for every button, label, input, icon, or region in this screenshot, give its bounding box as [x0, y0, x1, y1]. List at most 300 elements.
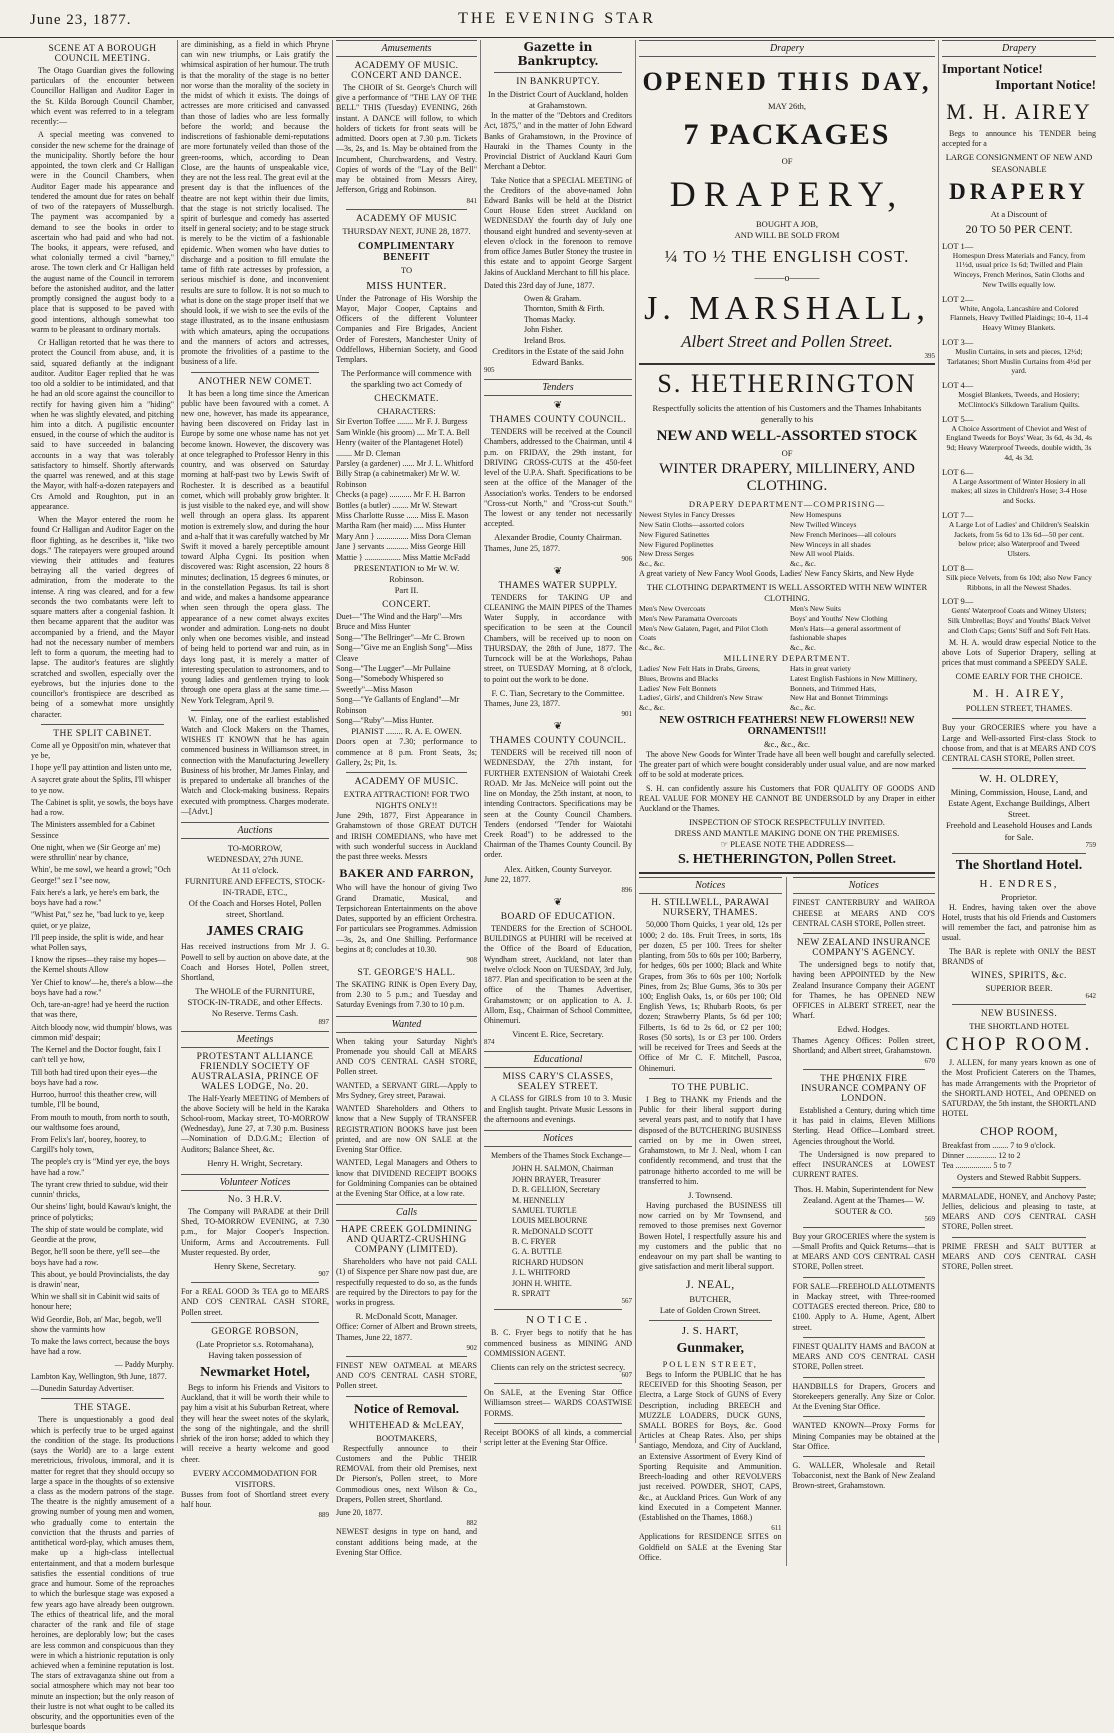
divider: [649, 1320, 772, 1321]
list-item: JOHN BRAYER, Treasurer: [512, 1174, 601, 1184]
lot-label: LOT 9—: [942, 596, 974, 607]
poem-line: A saycret grate about the Splits, I'll whisper to ye now.: [31, 775, 171, 795]
divider: [191, 1322, 319, 1323]
article-paragraph: The Otago Guardian gives the following particulars of the encounter between Councillor Halligan and Auditor Eager in the St. Kilda Borough Council Chamber, which event was referred to in a telegram recently:—: [31, 66, 174, 127]
poem-line: Till both had tired upon their eyes—the boys have had a row.: [31, 1067, 158, 1087]
auction-date: TO-MORROW,: [227, 843, 283, 854]
ad-number: 611: [771, 1524, 782, 1533]
ad-text: Under the Patronage of His Worship the Mayor, Major Cooper, Captains and Officers of the different Volunteer Companies and Fire Brigades, Ancient Order of Foresters, Manchester Unity of Oddfellows, Hibernian Society, and Good Templars.: [336, 293, 477, 365]
auction-date: WEDNESDAY, 27th JUNE.: [206, 854, 304, 865]
list-item: Boys' and Youths' New Clothing: [790, 613, 888, 623]
ad-text: Respectfully solicits the attention of his Customers and the Thames Inhabitants generally to his: [652, 403, 922, 425]
ad-signature: Henry Skene, Secretary.: [213, 1261, 297, 1272]
ad-title: NOTICE.: [525, 1314, 591, 1327]
ad-text: OF: [781, 448, 793, 459]
ad-title: IN BANKRUPTCY.: [516, 77, 600, 87]
crest-icon: ❦: [553, 897, 563, 908]
list-item: New French Merinoes—all colours: [790, 529, 897, 539]
list-item: JOHN H. WHITE.: [512, 1278, 572, 1288]
dept-title: THE CLOTHING DEPARTMENT IS WELL ASSORTED WITH NEW WINTER CLOTHING.: [646, 582, 928, 604]
masthead: [0, 0, 1114, 38]
benefit-name: MISS HUNTER.: [366, 279, 447, 292]
list-item: Song—"The Lugger"—Mr Pullaine: [336, 664, 451, 674]
lot-text: A Choice Assortment of Cheviot and West of England Tweeds for Boys' Wear, 3s 6d, 4s 3d, 4s 9d; Heavy Waterproof Tweeds, double width, 3s 4d, 4s 3d.: [946, 423, 1092, 462]
characters-label: CHARACTERS:: [377, 406, 436, 417]
lot-label: LOT 6—: [942, 466, 974, 477]
ad-signature: Henry H. Wright, Secretary.: [207, 1157, 303, 1168]
ad-title: ACADEMY OF MUSIC: [355, 213, 458, 224]
ad-text: FINEST CANTERBURY and WAIROA CHEESE at MEARS AND CO'S CENTRAL CASH STORE, Pollen street.: [792, 898, 935, 928]
ad-text: Office: Corner of Albert and Brown streets, Thames, June 22, 1877.: [336, 1322, 477, 1342]
list-item: Latest English Fashions in New Millinery, Bonnets, and Trimmed Hats,: [790, 673, 918, 693]
divider: [803, 1069, 926, 1070]
list-item: Ladies' New Felt Bonnets: [639, 683, 717, 693]
ad-text: Begs to announce his TENDER being accepted for a: [942, 129, 1096, 149]
ad-number: 567: [621, 1297, 632, 1306]
ad-title: ACADEMY OF MUSIC.: [354, 777, 459, 788]
list-item: Sir Everton Toffee ........ Mr F. J. Burgess: [336, 417, 468, 427]
list-item: Parsley (a gardener) ...... Mr J. L. Whitford: [336, 459, 474, 469]
poem-line: Aitch bloody now, wid thumpin' blows, was cimmon mid' despair;: [31, 1022, 172, 1042]
lot-label: LOT 3—: [942, 336, 974, 347]
column-6: [939, 40, 1099, 1443]
ad-text: Doors open at 7.30; performance to commence at 8 p.m. Front Seats, 3s; Gallery, 2s; Pit, 1s.: [336, 737, 477, 767]
ad-text: Applications for RESIDENCE SITES on Goldfield on SALE at the Evening Star Office.: [639, 1532, 782, 1562]
ad-signature: Edwd. Hodges.: [837, 1024, 890, 1035]
concert-list: [336, 612, 477, 726]
divider: [41, 1398, 164, 1399]
list-item: New Satin Cloths—assorted colors: [639, 520, 745, 530]
article-title: SCENE AT A BOROUGH COUNCIL MEETING.: [48, 44, 157, 64]
poem-line: From Felix's lan', boorey, hoorey, to Cargill's holy town,: [31, 1134, 147, 1155]
ad-trade: BUTCHER,: [689, 1293, 732, 1304]
divider: [346, 209, 467, 210]
divider: [346, 1356, 467, 1357]
section-header-notices: Notices: [793, 877, 936, 894]
firm-trade: BOOTMAKERS,: [376, 1432, 437, 1443]
meal-times: [942, 1141, 1096, 1172]
poem-line: The people's cry is "Mind yer eye, the boys have had a row.": [31, 1157, 170, 1177]
ad-text: On SALE, at the Evening Star Office Williamson street— WARDS COASTWISE FORMS.: [484, 1388, 632, 1418]
section-header-gazette: Gazette in Bankruptcy.: [517, 40, 599, 68]
section-header-notices: Notices: [639, 877, 782, 894]
poem-line: Wid Geordie, Bob, an' Mac, begob, we'll show the varmints how: [31, 1314, 162, 1334]
pointing-hand-icon: ☞: [720, 839, 731, 850]
ad-text: J. ALLEN, for many years known as one of the Most Proficient Caterers on the Thames, has made Arrangements with the Proprietor of the SHORTLAND HOTEL, And OPENED on SATURDAY, the 5th instant, the SHORTLAND HOTEL: [942, 1058, 1096, 1119]
poem-line: From mouth to mouth, from north to south, our walthsome foes around,: [31, 1112, 170, 1132]
ad-number: 908: [466, 956, 477, 965]
divider: [41, 724, 164, 725]
heth-new-stock: NEW AND WELL-ASSORTED STOCK: [656, 428, 918, 445]
ad-signature: Vincent E. Rice, Secretary.: [512, 1029, 604, 1040]
poem-line: The Kernel and the Doctor fought, faix I can't tell ye how,: [31, 1045, 161, 1065]
headline-drapery: DRAPERY,: [669, 174, 905, 215]
crest-icon: ❦: [553, 400, 563, 412]
divider: [494, 72, 622, 73]
ad-text: Take Notice that a SPECIAL MEETING of the Creditors of the above-named John Edward Banks will be held at the District Court House Eden street Auckland on WEDNESDAY the fourth day of July one thousand eight hundred and seventy-seven at eleven o'clock in the forenoon to remove from office James Butler Stoney the trustee in this estate and to appoint George Sargent Jakins of Auckland Merchant to fill his place.: [484, 175, 632, 277]
list-item: New Figured Satinettes: [639, 529, 710, 539]
ad-text: H. Endres, having taken over the above Hotel, trusts that his old Friends and Customers will remember the fact, and patronise him as usual.: [942, 902, 1096, 943]
headline-opened: OPENED THIS DAY,: [642, 67, 932, 96]
section-header-drapery: Drapery: [639, 40, 935, 57]
ad-text: Established a Century, during which time it has paid in claims, Eleven Millions Sterling. Head Office—Lombard street. Agencies throughout the World.: [792, 1105, 935, 1146]
ad-text: WANTED, a SERVANT GIRL—Apply to Mrs Sydney, Grey street, Parawai.: [336, 1080, 477, 1100]
ad-number: 901: [621, 710, 632, 719]
lot-label: LOT 8—: [942, 562, 974, 573]
auction-goods: FURNITURE AND EFFECTS, STOCK-IN-TRADE, ETC.,: [184, 876, 326, 898]
feathers-line: NEW OSTRICH FEATHERS! NEW FLOWERS!! NEW ORNAMENTS!!!: [659, 714, 915, 737]
creditor-list: [484, 294, 632, 346]
ad-text: DRESS AND MANTLE MAKING DONE ON THE PREMISES.: [674, 828, 900, 839]
poem-line: "Whist Pat," sez he, "bad luck to ye, keep quiet, or ye plaize,: [31, 910, 165, 930]
concert-title: CONCERT.: [382, 600, 431, 611]
ad-number: 607: [621, 1371, 632, 1380]
ad-date: June 22, 1877.: [484, 874, 531, 884]
list-item: &c., &c.: [790, 559, 816, 569]
ad-signature: M. H. AIREY,: [972, 686, 1066, 701]
list-item: Song—"The Bellringer"—Mr C. Brown: [336, 632, 465, 642]
poem-line: Our sheins' light, bould Kawau's knight, the prince of polyticks;: [31, 1202, 172, 1222]
volunteer-title: No. 3 H.R.V.: [227, 1194, 283, 1205]
headline-hetherington: S. HETHERINGTON: [657, 369, 917, 399]
list-item: New Twilled Winceys: [790, 520, 857, 530]
divider: [346, 772, 467, 773]
column-4: [481, 40, 636, 1448]
list-item: Billy Strap (a cabinetmaker) Mr W. W. Robinson: [336, 469, 460, 489]
list-item: Men's Hats—a general assortment of fashionable shapes: [790, 623, 901, 643]
list-item: Ireland Bros.: [524, 335, 566, 345]
ad-text: Has received instructions from Mr J. G. Powell to sell by auction on above date, at the Coach and Horses Hotel, Pollen street, Shortland,: [181, 942, 329, 983]
list-item: New All wool Plaids.: [790, 549, 855, 559]
section-header-tenders: Tenders: [484, 379, 632, 396]
list-item: RICHARD HUDSON: [512, 1257, 584, 1267]
ad-text: WANTED, Legal Managers and Others to know that DIVIDEND RECEIPT BOOKS for Goldmining Companies can be obtained at the Evening Star Office, at a low rate.: [336, 1158, 477, 1198]
list-item: &c., &c.: [790, 703, 816, 712]
divider: [191, 372, 319, 373]
poem-line: I hope ye'll pay attintion and listen unto me,: [31, 763, 172, 773]
ad-number: 759: [1085, 840, 1096, 849]
ad-number: 902: [466, 1343, 477, 1352]
ad-date: Dated this 23rd day of June, 1877.: [484, 280, 595, 290]
ad-title: THAMES WATER SUPPLY.: [498, 580, 618, 591]
lot-text: A Large Lot of Ladies' and Children's Sealskin Jackets, from 5s 6d to 13s 6d—50 per cent. below price; also Waterproof and Tweed Ulsters.: [948, 519, 1090, 559]
ad-number: 670: [924, 1056, 935, 1065]
ad-subtitle: (Late Proprietor s.s. Rotomahana),: [196, 1338, 314, 1349]
ad-number: 907: [318, 1270, 329, 1279]
ad-number: 882: [466, 1519, 477, 1528]
list-item: &c., &c.: [639, 643, 665, 653]
ad-text: COME EARLY FOR THE CHOICE.: [955, 671, 1083, 682]
poem-line: Faix here's a lark, ye here's em bark, the boys have had a row.": [31, 887, 160, 908]
important-notice: Important Notice!: [942, 61, 1043, 76]
auction-time: At 11 o'clock.: [231, 865, 279, 876]
list-item: Ladies' New Felt Hats in Drabs, Greens,: [639, 664, 760, 673]
ad-text: Mining, Commission, House, Land, and Estate Agent, Exchange Buildings, Albert Street.: [948, 787, 1090, 820]
ad-text: G. WALLER, Wholesale and Retail Tobacconist, next the Bank of New Zealand Brown-street, Grahamstown.: [792, 1460, 935, 1491]
ad-text: Begs to inform his Friends and Visitors to Auckland, that it will be worth their while to pay him a visit at his Suburban Retreat, where they will hear the sweet notes of the skylark, the song of the nightingale, and the shrill shriek of the iron horse; added to which they will receive a hearty welcome and good cheer.: [181, 1382, 329, 1464]
benefit-title: COMPLIMENTARY BENEFIT: [358, 240, 455, 263]
poem-line: Hurroo, hurroo! this theather crew, will tumble, I'll be bound,: [31, 1090, 157, 1110]
ad-text: The Undersigned is now prepared to effect INSURANCES at LOWEST CURRENT RATES.: [792, 1149, 935, 1180]
ad-text: Proprietor.: [1000, 891, 1038, 902]
ad-number: 906: [621, 554, 632, 563]
ad-text: TENDERS will be received at the Council Chambers, addressed to the Chairman, until 4 p.m. on FRIDAY, the 29th instant, for DRIVING CROSS-CUTS at the 450-feet level of the U.P.A. Shaft. Specifications to be seen at the office of the Manager of the Association's works. Tenders to be endorsed "Cross-cut North," and "Cross-cut South." The lowest or any tender not necessarily accepted.: [484, 427, 632, 529]
ad-number: 642: [1085, 992, 1096, 1001]
ad-signature: Alex. Aitken, County Surveyor.: [504, 863, 612, 874]
hotel-title: The Shortland Hotel.: [955, 857, 1083, 873]
divider: [494, 1383, 622, 1384]
airey-name: M. H. AIREY: [946, 99, 1092, 124]
section-header-wanted: Wanted: [336, 1016, 477, 1033]
divider: [952, 768, 1086, 769]
ad-text: The BAR is replete with ONLY the BEST BRANDS of: [942, 946, 1096, 966]
list-item: &c., &c.: [639, 703, 665, 712]
lot-label: LOT 5—: [942, 413, 974, 424]
ad-signature: R. McDonald Scott, Manager.: [355, 1311, 458, 1322]
ad-text: PIANIST ........ R. A. E. OWEN.: [351, 726, 462, 737]
article-paragraph: There is unquestionably a good deal which is perfectly true to be urged against the condition of the stage. Its productions (says the World) are to a large extent meretricious, frivolous, immoral, and it is matter for regret that they should occupy so large a space in the thoughts of so extensive a class as the modern patrons of the stage. The theatre is the nightly amusement of a growing number of young men and women, who gradually come to entertain the conviction that the thrusts and parries of antithetical word-play, which amuses them, make up a high-class intellectual entertainment, and that a modern burlesque satisfies the essential conditions of true grace and humour. Some of the reproaches to which the burlesque stage was exposed a few years ago have already been outgrown. The ethics of theatrical life, and the moral character of the rank and file of stage heroines, are deplorably low; but the cases are less common and conspicuous than they were in which a histrionic reputation is only achieved when a feminine reputation is lost. The stars of extravaganza shine out from a social atmosphere which may not bear too minute an inspection; but the only reason of their lustre is not what ought to be called its obscurity, and the opportunities even of the burlesque boards: [31, 1415, 174, 1732]
lot-list: [942, 241, 1096, 636]
auctioneer-name: JAMES CRAIG: [206, 924, 304, 940]
divider: [649, 1078, 772, 1079]
ad-text: Respectfully announce to their Customers and the Public THEIR REMOVAL from their old Premises, next Dr Pierson's, Pollen street, to More Commodious ones, next Wilson & Co., Drapers, Pollen street, Shortland.: [336, 1443, 477, 1504]
ad-text: [639, 839, 935, 850]
ad-text: TO: [400, 264, 413, 275]
article-title: ANOTHER NEW COMET.: [198, 376, 312, 387]
poem-line: The ship of state would be complate, wid Geordie at the prow,: [31, 1224, 163, 1245]
ad-signature: Alexander Brodie, County Chairman.: [494, 532, 622, 543]
marshall-address: Albert Street and Pollen Street.: [681, 332, 893, 352]
list-item: Newest Styles in Fancy Dresses: [639, 510, 735, 520]
ad-text: HANDBILLS for Drapers, Grocers and Storekeepers generally. Any Size or Color. At the Evening Star Office.: [792, 1381, 935, 1412]
poem-line: The Ministers assembled for a Cabinet Sessince: [31, 820, 155, 840]
section-header-volunteer: Volunteer Notices: [181, 1174, 329, 1191]
poem-line: Begor, he'll soon be there, ye'll see—the boys have had a row.: [31, 1247, 160, 1267]
ad-text: TENDERS will be received till noon of WEDNESDAY, the 27th instant, for FURTHER EXTENSION of Waiotahi Creek ROAD. Mr Jas. McNeice will point out the line on Monday, the 25th instant, at noon, to intending Contractors. Specifications may be seen at the County Council Chambers. Tenders (endorsed "Tender for Waiotahi Creek Road") to be addressed to the Chairman of the Thames County Council. By order.: [484, 748, 632, 860]
divider: [803, 933, 926, 934]
poem-line: The tyrant crew thried to subdue, wid their cunnin' thricks,: [31, 1179, 168, 1200]
list-item: Martha Ram (her maid) ..... Miss Hunter: [336, 521, 466, 531]
poem: [31, 741, 174, 1395]
divider: [952, 1237, 1086, 1238]
ad-text: WINES, SPIRITS, &c.: [971, 971, 1067, 982]
ad-title: TO THE PUBLIC.: [671, 1082, 749, 1093]
poem-line: I know the ripses—they raise my hopes—the Kernel shouts Allow: [31, 955, 166, 975]
poem-title: THE SPLIT CABINET.: [53, 728, 152, 739]
list-item: New Hat and Bonnet Trimmings: [790, 693, 888, 703]
lot-label: LOT 4—: [942, 380, 974, 391]
divider: [803, 1377, 926, 1378]
list-item: Owen & Graham.: [524, 294, 582, 304]
lot-text: Homespun Dress Materials and Fancy, from 11½d, usual price 1s 6d; Twilled and Plain Winceys, French Merinos, Satin Cloths and New Twills equally low.: [952, 250, 1086, 289]
section-header-calls: Calls: [336, 1204, 477, 1221]
ad-text: When taking your Saturday Night's Promenade you should Call at MEARS AND CO'S CENTRAL CASH STORE, Pollen street.: [336, 1036, 477, 1077]
ad-text: Having purchased the BUSINESS till now carried on by Mr Townsend, and removed to those premises next Governor Bowen Hotel, I respectfully assure his and my customers and the public that no endeavour on my part shall be wanting to give satisfaction and merit liberal support.: [639, 1201, 782, 1272]
ad-number: 905: [484, 366, 495, 375]
list-item: &c., &c.: [790, 643, 816, 653]
ad-signature: Thos. H. Mabin, Superintendent for New Zealand. Agent at the Thames— W. SOUTER & CO.: [793, 1183, 934, 1216]
ad-text: Late of Golden Crown Street.: [659, 1304, 761, 1315]
lot-text: Gents' Waterproof Coats and Witney Ulsters; Silk Umbrellas; Boys' and Youths' Black Velvet and Cloth Caps; Gents' Stiff and Soft Felt Hats.: [947, 606, 1091, 635]
please-note: PLEASE NOTE THE ADDRESS—: [730, 839, 854, 850]
ad-text: Begs to Inform the PUBLIC that he has RECEIVED for this Shooting Season, per Electra, a Large Stock of GUNS of Every Description, including BREECH and MUZZLE LOADERS, DUCK GUNS, SMALL BORES for Boys, &c. Good Articles at Cheap Rates. Also, per ships Santiago, Mendoza, and City of Auckland, an Extensive Assortment of Every Kind of Sporting Requisite and Ammunition. Breech-loading and other REVOLVERS just received. POWDER, SHOT, CAPS, &c., at Auckland Prices. Gun Work of any kind Executed in a Competent Manner. (Established on the Thames, 1868.): [639, 1369, 782, 1523]
ad-number: 897: [318, 1017, 329, 1026]
ad-title: THE PHŒNIX FIRE INSURANCE COMPANY OF LONDON.: [800, 1073, 927, 1104]
clothing-list: [639, 604, 935, 653]
list-item: New Winceys in all shades: [790, 539, 871, 549]
ad-text: FOR SALE—FREEHOLD ALLOTMENTS in Mackay street, with Three-roomed COTTAGES erected thereon. Price, £80 to £100. Apply to A. Hume, Agent, Albert street.: [792, 1281, 935, 1332]
article-title: THE STAGE.: [73, 1403, 132, 1414]
ad-text: TENDERS for the Erection of SCHOOL BUILDINGS at PUHIRI will be received at the Office of the Board of Education, Wyndham street, Auckland, not later than twelve o'clock Noon on TUESDAY, 3rd July, 1877. Plan and specification to be seen at the office of the Thames Advertiser, Grahamstown; or on application to A. J. Allom, Esq., Chairman of School Committee, Ohinemuri.: [484, 924, 632, 1026]
ad-title: H. STILLWELL, PARAWAI NURSERY, THAMES.: [651, 898, 770, 919]
list-item: Song—"Somebody Whispered so Sweetly"—Miss Mason: [336, 674, 444, 694]
ad-signature: Creditors in the Estate of the said John Edward Banks.: [492, 346, 624, 368]
ad-text: Receipt BOOKS of all kinds, a commercial script letter at the Evening Star Office.: [484, 1427, 632, 1448]
ad-number: 874: [484, 1038, 495, 1047]
list-item: Song—"Ye Gallants of England"—Mr Robinson: [336, 695, 460, 715]
performer-names: BAKER AND FARRON,: [339, 866, 474, 881]
ad-text: 50,000 Thorn Quicks, 1 year old, 12s per 1000; 2 do. 18s. Fruit Trees, in sorts, 18s per dozen, £5 per 100. Trees for shelter planting, from 50s to 60s per 100; Barberry, for hedges, 60s per 1000; Black and White Grapes, from 36s to 60s per 100; Norfolk Pines, from 2s; Blue Gums, 36s to 30s per 100; English Oaks, 1s, or 60s per 100; Old English Yews, 1s; Rhubarb Roots, 6s per dozen; Strawberry Plants, 5s 6d per 100; Filberts, 1s 6d to 2s 6d, or £2 per 100; Roses (50 sorts), 1s or £3 per 100. Orders will be received for Trees and Seeds at the Office of Mr C. F. Mitchell, Pascoa, Ohinemuri.: [639, 920, 782, 1073]
divider: [494, 1309, 622, 1310]
ad-name: H. ENDRES,: [979, 877, 1059, 890]
column-1: [28, 40, 178, 1732]
list-item: Tea .................. 5 to 7: [942, 1161, 1012, 1171]
divider: [952, 718, 1086, 719]
ad-text: Part II.: [394, 585, 419, 596]
ad-text: The CHOIR of St. George's Church will give a performance of "THE LAY OF THE BELL" THIS (Tuesday) EVENING, 26th instant. A DANCE will follow, to which holders of tickets for front seats will be admitted. Doors open at 7.30 p.m. Tickets—3s, 2s, and 1s. May be obtained from the Incumbent, Churchwardens, and Vestry. Copies of words of the "Lay of the Bell" may be obtained from Messrs Airey, Jefferson, Grigg and Robinson.: [336, 83, 477, 195]
section-header-amusements: Amusements: [336, 40, 477, 57]
crest-icon: ❦: [553, 565, 563, 577]
ad-text: LARGE CONSIGNMENT OF NEW AND SEASONABLE: [945, 152, 1093, 174]
drapery-headline: DRAPERY: [949, 178, 1089, 204]
ad-text: WANTED Shareholders and Others to know that a New Supply of TRANSFER REGISTRATION BOOKS have just been printed, and are now ON SALE at the Evening Star Office.: [336, 1104, 477, 1155]
list-item: Men's New Suits: [790, 604, 841, 614]
ad-title: CHOP ROOM,: [980, 1123, 1058, 1138]
ad-text: MARMALADE, HONEY, and Anchovy Paste; Jellies, delicious and pleasing to taste, at MEARS AND CO'S CENTRAL CASH STORE, Pollen street.: [942, 1191, 1096, 1232]
headline-fraction: ¼ TO ½ THE ENGLISH COST.: [664, 247, 910, 267]
ad-text: THE SHORTLAND HOTEL: [969, 1021, 1069, 1032]
poem-line: Whin', be me sowl, we heard a growl; "Och George!" sez I "see now,: [31, 865, 171, 885]
ad-text: FINEST QUALITY HAMS and BACON at MEARS AND CO'S CENTRAL CASH STORE, Pollen street.: [792, 1341, 935, 1372]
ad-text: A CLASS for GIRLS from 10 to 3. Music and English taught. Private Music Lessons in the afternoons and evenings.: [484, 1094, 632, 1124]
ad-title: ST. GEORGE'S HALL.: [357, 968, 456, 979]
issue-date: June 23, 1877.: [30, 12, 132, 28]
list-item: B. C. FRYER: [512, 1237, 557, 1247]
divider: [494, 1423, 622, 1424]
cast-list: [336, 417, 477, 562]
ad-text: Clients can rely on the strictest secrecy.: [490, 1362, 626, 1373]
list-item: M. HENNELLY: [512, 1195, 565, 1205]
article-paragraph: A special meeting was convened to consider the new scheme for the drainage of the municipality. Shortly before the hour appointed, the town clerk and Cr Halligan were in the Council Chambers, when Auditor Eager made his appearance and tendered the amount due for rates on behalf of two of the ratepayers of Musselburgh. The payment was accompanied by a demand to see the books in order to ascertain who had paid and who had not. The books, it appears, were refused, and what colonially termed a civil "barney," arose. The town clerk and Cr Halligan held the august name of the Council in terrorem before the astonished auditor, and the latter promptly consigned the august body to a place that is supposed to be paved with good intentions, although somewhat too warm to be pleasant to ordinary mortals.: [31, 130, 174, 334]
notices-right: [793, 877, 936, 1566]
ad-name: J. NEAL,: [685, 1276, 735, 1291]
ad-signature: F. C. Tian, Secretary to the Committee.: [491, 687, 625, 698]
divider: [639, 872, 935, 874]
poem-source: —Dunedin Saturday Advertiser.: [31, 1384, 134, 1394]
poem-line: Och, tare-an-agre! had ye heerd the ruction that was there,: [31, 1000, 169, 1020]
ad-text: At a Discount of: [990, 208, 1048, 219]
divider: [191, 710, 319, 711]
list-item: &c., &c.: [639, 559, 665, 569]
ad-text: The undersigned begs to notify that, having been APPOINTED by the New Zealand Insurance Company their AGENT for Thames, he has OPENED NEW OFFICES in ALBERT STREET, near the Wharf.: [792, 960, 935, 1021]
ad-text: &c., &c., &c.: [763, 738, 811, 749]
section-header-auctions: Auctions: [181, 822, 329, 839]
poem-line: Whin we shall sit in Cabinit wid saits of honour here;: [31, 1292, 160, 1312]
ad-number: 889: [318, 1511, 329, 1520]
poem-line: Yer Chief to know'—he, there's a blow—the boys have had a row.": [31, 977, 173, 997]
ad-text: The above New Goods for Winter Trade have all been well bought and carefully selected. The greater part of which were bought considerably under usual value, and are now marked off to be sold at moderate prices.: [639, 749, 935, 780]
ad-number: 896: [621, 886, 632, 894]
ad-subtitle: EXTRA ATTRACTION! FOR TWO NIGHTS ONLY!!: [343, 789, 470, 811]
column-3: [333, 40, 481, 1557]
list-item: John Fisher.: [524, 325, 563, 335]
heth-winter: WINTER DRAPERY, MILLINERY, AND CLOTHING.: [659, 461, 915, 495]
ad-title: THAMES COUNTY COUNCIL.: [489, 415, 627, 426]
list-item: Thornton, Smith & Firth.: [524, 304, 605, 314]
ad-text: B. C. Fryer begs to notify that he has commenced business as MINING AND COMMISSION AGENT.: [484, 1328, 632, 1358]
divider: [952, 1187, 1086, 1188]
ad-name: GEORGE ROBSON,: [211, 1326, 299, 1337]
ad-text: AND WILL BE SOLD FROM: [734, 230, 840, 241]
ad-text: PRIME FRESH and SALT BUTTER at MEARS AND CO'S CENTRAL CASH STORE, Pollen street.: [942, 1241, 1096, 1272]
ad-number: 841: [466, 196, 477, 205]
list-item: Checks (a page) ........... Mr F. H. Barron: [336, 490, 466, 500]
ad-text: M. H. A. would draw especial Notice to the above Lots of Superior Drapery, selling at prices that must command a SPEEDY SALE.: [942, 637, 1096, 668]
section-header-notices: Notices: [484, 1130, 632, 1147]
ad-text: SUPERIOR BEER.: [985, 983, 1053, 994]
article-paragraph: It has been a long time since the American public have been favoured with a comet. A new one, however, has made its appearance, having been discovered on Friday last in Europe by some one whose name has not yet become known. However, the discovery was at once telegraphed to Professor Henry in this country, and was observed on Saturday morning at half-past two by Lewis Swift of Rochester. It is described as a beautiful comet, which will probably grow brighter. It is just visible to the naked eye, and will show well through an opera glass. Its apparent motion is extremely slow, and during the hour and a-half that it was carefully watched by Mr Swift it moved a barely perceptible amount toward Alpha Cygni. Its position when discovered was: Right ascension, 22 hours 8 minutes; declination, 15 degrees 6 minutes, or in the constellation Pegasus. Its tail is short and wide, and makes a handsome appearance when seen through the opera glass. The appearance of a new comet always excites wonder and admiration. Long-nets no doubt only when one becomes visible, and instead of being held to portend war and ruin, as in days long past, it is merely a matter of interesting speculation to astronomers, and to young ladies and gentlemen trying to look through one opera glass at the same time.—New York Telegram, April 9.: [181, 388, 329, 705]
ad-name: W. H. OLDREY,: [979, 773, 1059, 786]
list-item: Henry (waiter of the Plantagenet Hotel) ........ Mr D. Cleman: [336, 438, 463, 458]
ad-number: 395: [924, 352, 935, 361]
article-paragraph: are diminishing, as a field in which Phryne can win new triumphs, or Lais gratify the whimsical aspiration of her humour. The truth is that the morality of the stage is no better nor worse than the morality of the society in the midst of which it exists. The doings of actresses are more criticised and canvassed than those of ladies who are less formally before the world; and because the indiscretions of fashionable demi-reputations are more fortunately veiled than those of the green-rooms, which, according to Dean Close, are the haunts of unspeakable vice, they are not the less real. The great evil at the present day is that the influences of the theatre are not kept within their due limits, that the stage is not strictly localised. The spirit of burlesque and comedy has asserted itself in general society; and to be stage struck is merely to be the victim of a fashionable epidemic. When women who have duties to discharge and a position to fill emulate the tame of fifth rate actresses by profession, a serious mischief is done, and inconvenient results are sure to follow. It is not so much to what is done on the stage proper itself that we should look, if we wish to see the evils of the stage illustrated, as to the insane enthusiasm with which amateurs, aping the occupations and the manners of actors and actresses, promote the frivolities of a pastime to the business of a life.: [181, 40, 329, 367]
meeting-title: PROTESTANT ALLIANCE FRIENDLY SOCIETY OF AUSTRALASIA, PRINCE OF WALES LODGE, No. 20.: [191, 1051, 319, 1092]
heth-address: S. HETHERINGTON, Pollen Street.: [677, 852, 897, 868]
dept-title: MILLINERY DEPARTMENT.: [723, 652, 851, 663]
list-item: Mary Ann } ................ Miss Dora Cleman: [336, 531, 471, 541]
ad-text: S. H. can confidently assure his Customers that FOR QUALITY OF GOODS AND REAL VALUE FOR MONEY HE CANNOT BE UNDERSOLD by any Draper in either Auckland or the Thames.: [639, 783, 935, 813]
ad-trade: Gunmaker,: [676, 1340, 745, 1356]
millinery-list: [639, 664, 935, 713]
poem-line: Come all ye Oppositi'on min, whatever that ye be,: [31, 740, 171, 760]
ad-text: Shareholders who have not paid CALL (1) of Sixpence per Share now past due, are respectfully requested to do so, as the funds are required by the Directors to pay for the works in progress.: [336, 1257, 477, 1308]
list-item: Song—"Give me an English Song"—Miss Cleave: [336, 643, 473, 663]
lot-text: Muslin Curtains, in sets and pieces, 12½d; Tarlatanes; Short Muslin Curtains from 4½d per yard.: [946, 346, 1092, 376]
ad-text: EVERY ACCOMMODATION FOR VISITORS.: [192, 1467, 318, 1489]
ad-text: I Beg to THANK my Friends and the Public for their liberal support during several years past, and to notify that I have disposed of the BUTCHERING BUSINESS carried on by me in Owen street, Grahamstown, to Mr J. Neal, whom I can confidently recommend, and trust that the patronage hitherto accorded to me will be transferred to him.: [639, 1094, 782, 1186]
list-item: Breakfast from ........ 7 to 9 o'clock.: [942, 1140, 1056, 1150]
list-item: Dinner ............... 12 to 2: [942, 1150, 1021, 1160]
list-item: Mattie } .................. Miss Mattie McFadd: [336, 552, 470, 562]
section-header-drapery: Drapery: [942, 40, 1096, 57]
ad-name: J. S. HART,: [681, 1324, 739, 1337]
headline-packages: 7 PACKAGES: [683, 118, 891, 152]
drapery-list: [639, 510, 935, 569]
hotel-name: Newmarket Hotel,: [200, 1364, 310, 1380]
list-item: Song—"Ruby"—Miss Hunter.: [336, 715, 434, 725]
list-item: SAMUEL TURTLE: [512, 1205, 577, 1215]
article-paragraph: When the Mayor entered the room he found Cr Halligan and Auditor Eager on the floor fighting, as he describes it, "like two dogs." The ratepayers were grouped around viewing their attitudes and features betraying all the varied degrees of admiration, from the moderate to the intense. A ring was cleared, and for a few seconds the two combatants were left to square matters after a congenial fashion. It then became apparent that the auditor was accompanied by a friend, and the Mayor had not the necessary number of members left to form a quorum, the meeting had to lapse. The auditor's features are slightly scratched and swollen, especially over the eyebrows, but the injuries done to the councillor's frontispiece are described as being of a somewhat more unsightly character.: [31, 515, 174, 719]
ad-text: BOUGHT A JOB,: [756, 219, 818, 230]
ad-text: PRESENTATION to Mr W. W. Robinson.: [353, 562, 460, 584]
list-item: R. SPRATT: [512, 1289, 551, 1299]
list-item: New Dress Serges: [639, 549, 694, 559]
poem-author: — Paddy Murphy.: [114, 1359, 174, 1369]
list-item: New Figured Poplinettes: [639, 539, 714, 549]
column-5: [636, 40, 939, 1562]
newspaper-title: THE EVENING STAR: [458, 10, 656, 27]
ad-text: INSPECTION OF STOCK RESPECTFULLY INVITED.: [689, 817, 885, 828]
